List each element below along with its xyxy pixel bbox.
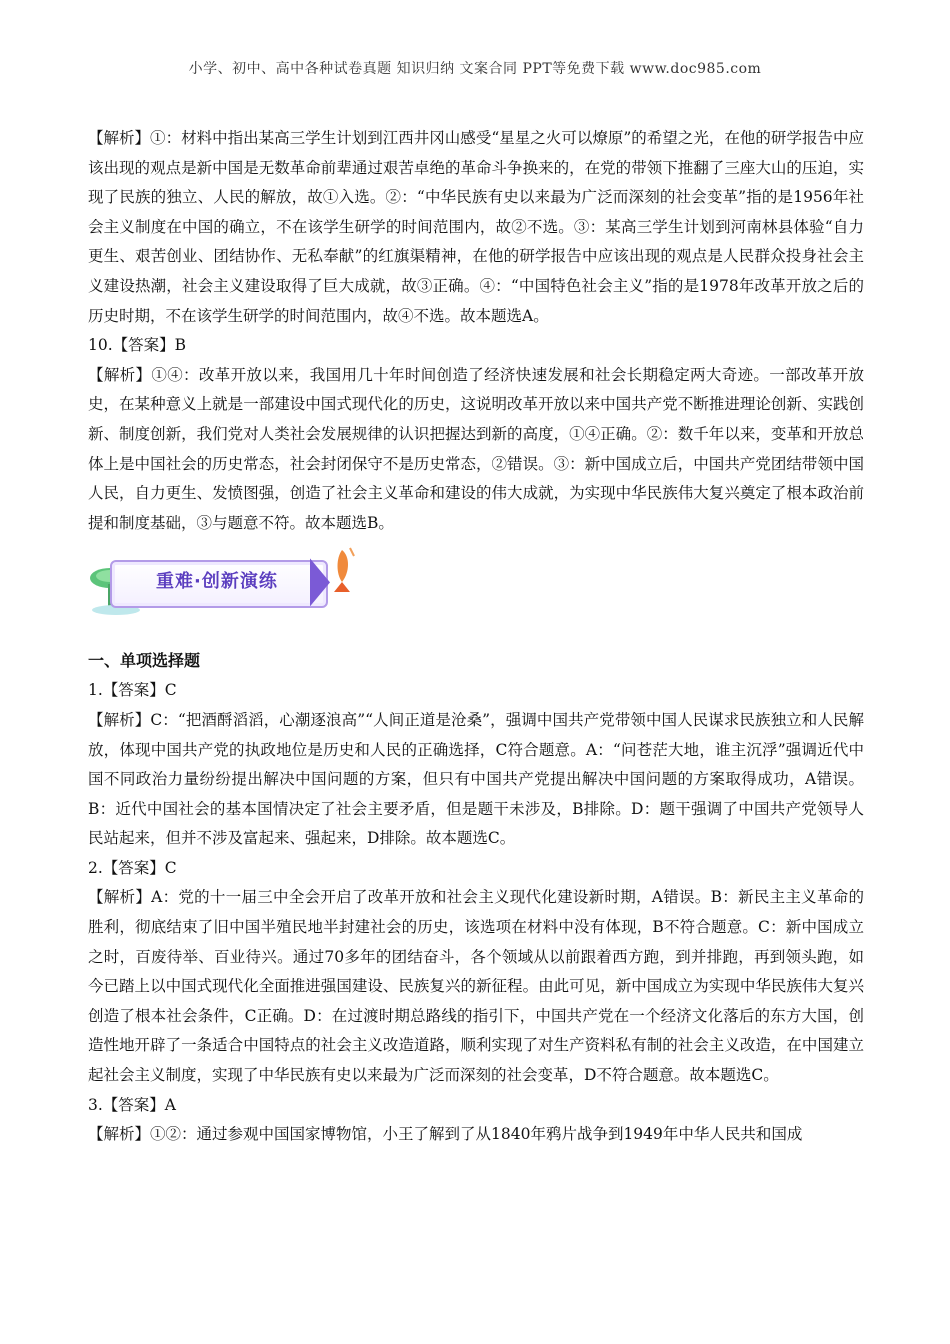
- section-banner: [88, 546, 864, 632]
- section-title: 一、单项选择题: [88, 651, 201, 671]
- answer-line: 3.【答案】A: [88, 1095, 176, 1114]
- analysis-paragraph: 【解析】①：材料中指出某高三学生计划到江西井冈山感受“星星之火可以燎原”的希望之光，在他的研学报告中应该出现的观点是新中国是无数革命前辈通过艰苦卓绝的革命斗争换来的，在党的带领下推翻了三座大山的压迫，实现了民族的独立、人民的解放，故①入选。②：“中华民族有史以来最为广泛而深刻的社会变革”指的是1956年社会主义制度在中国的确立，不在该学生研学的时间范围内，故②不选。③：某高三学生计划到河南林县体验“自力更生、艰苦创业、团结协作、无私奉献”的红旗渠精神，在他的研学报告中应该出现的观点是人民群众投身社会主义建设热潮，社会主义建设取得了巨大成就，故③正确。④：“中国特色社会主义”指的是1978年改革开放之后的历史时期，不在该学生研学的时间范围内，故④不选。故本题选A。: [88, 129, 864, 325]
- analysis-paragraph: 【解析】①②：通过参观中国国家博物馆，小王了解到了从1840年鸦片战争到1949年中华人民共和国成: [88, 1125, 803, 1144]
- banner-title: 重难·创新演练: [156, 571, 278, 593]
- analysis-paragraph: 【解析】C：“把酒酹滔滔，心潮逐浪高”“人间正道是沧桑”，强调中国共产党带领中国人民谋求民族独立和人民解放，体现中国共产党的执政地位是历史和人民的正确选择，C符合题意。A：“问苍茫大地，谁主沉浮”强调近代中国不同政治力量纷纷提出解决中国问题的方案，但只有中国共产党提出解决中国问题的方案取得成功，A错误。B：近代中国社会的基本国情决定了社会主要矛盾，但是题干未涉及，B排除。D：题干强调了中国共产党领导人民站起来，但并不涉及富起来、强起来，D排除。故本题选C。: [88, 710, 864, 848]
- document-body: [88, 124, 864, 1150]
- analysis-paragraph: 【解析】①④：改革开放以来，我国用几十年时间创造了经济快速发展和社会长期稳定两大奇迹。一部改革开放史，在某种意义上就是一部建设中国式现代化的历史，这说明改革开放以来中国共产党不断推进理论创新、实践创新、制度创新，我们党对人类社会发展规律的认识把握达到新的高度，①④正确。②：数千年以来，变革和开放总体上是中国社会的历史常态，社会封闭保守不是历史常态，②错误。③：新中国成立后，中国共产党团结带领中国人民，自力更生、发愤图强，创造了社会主义革命和建设的伟大成就，为实现中华民族伟大复兴奠定了根本政治前提和制度基础，③与题意不符。故本题选B。: [88, 365, 864, 532]
- analysis-paragraph: 【解析】A：党的十一届三中全会开启了改革开放和社会主义现代化建设新时期，A错误。B：新民主主义革命的胜利，彻底结束了旧中国半殖民地半封建社会的历史，该选项在材料中没有体现，B不符合题意。C：新中国成立之时，百废待举、百业待兴。通过70多年的团结奋斗，各个领域从以前跟着西方跑，到并排跑，再到领头跑，如今已踏上以中国式现代化全面推进强国建设、民族复兴的新征程。由此可见，新中国成立为实现中华民族伟大复兴创造了根本社会条件，C正确。D：在过渡时期总路线的指引下，中国共产党在一个经济文化落后的东方大国，创造性地开辟了一条适合中国特点的社会主义改造道路，顺利实现了对生产资料私有制的社会主义改造，在中国建立起社会主义制度，实现了中华民族有史以来最为广泛而深刻的社会变革，D不符合题意。故本题选C。: [88, 888, 864, 1085]
- page-header: 小学、初中、高中各种试卷真题 知识归纳 文案合同 PPT等免费下载 www.doc985.com: [188, 61, 762, 77]
- answer-line: 10.【答案】B: [88, 336, 187, 355]
- koi-fish-icon: [328, 546, 358, 596]
- answer-line: 1.【答案】C: [88, 681, 177, 700]
- answer-line: 2.【答案】C: [88, 858, 177, 877]
